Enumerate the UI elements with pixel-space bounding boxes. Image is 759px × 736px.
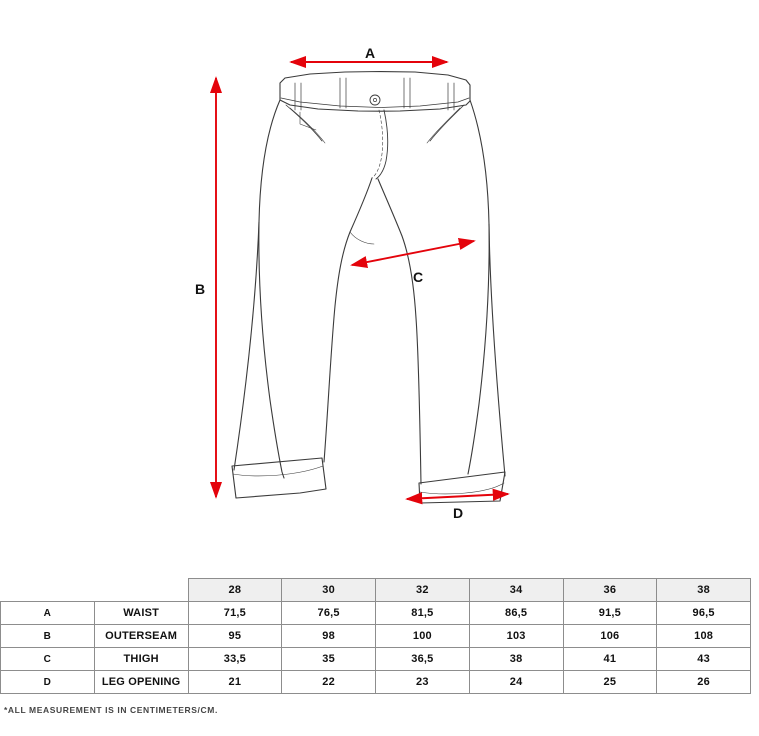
leg-opening-32: 23 — [376, 671, 470, 694]
measurement-unit-footnote: *ALL MEASUREMENT IS IN CENTIMETERS/CM. — [4, 705, 218, 715]
table-row — [1, 625, 751, 648]
size-header-28: 28 — [188, 579, 282, 602]
thigh-38: 43 — [657, 648, 751, 671]
outseam-28: 95 — [188, 625, 282, 648]
leg-opening-38: 26 — [657, 671, 751, 694]
measurement-letter-a: A — [364, 45, 376, 61]
waist-38: 96,5 — [657, 602, 751, 625]
waist-36: 91,5 — [563, 602, 657, 625]
measurement-letters — [195, 45, 463, 521]
size-table-container — [0, 578, 759, 694]
row-key-b: B — [1, 625, 95, 648]
waist-32: 81,5 — [376, 602, 470, 625]
table-row — [1, 648, 751, 671]
table-header-row — [1, 579, 751, 602]
table-row — [1, 602, 751, 625]
waist-30: 76,5 — [282, 602, 376, 625]
row-label-waist: WAIST — [94, 602, 188, 625]
thigh-36: 41 — [563, 648, 657, 671]
thigh-30: 35 — [282, 648, 376, 671]
header-blank-key — [1, 579, 95, 602]
thigh-32: 36,5 — [376, 648, 470, 671]
row-key-c: C — [1, 648, 95, 671]
leg-opening-30: 22 — [282, 671, 376, 694]
pants-outline — [232, 72, 505, 504]
thigh-34: 38 — [469, 648, 563, 671]
arrow-d — [407, 494, 508, 499]
outseam-38: 108 — [657, 625, 751, 648]
measurement-letter-d: D — [452, 505, 464, 521]
row-key-a: A — [1, 602, 95, 625]
waist-34: 86,5 — [469, 602, 563, 625]
arrow-c — [352, 241, 474, 265]
thigh-28: 33,5 — [188, 648, 282, 671]
row-label-leg-opening: LEG OPENING — [94, 671, 188, 694]
measurement-letter-b: B — [194, 281, 206, 297]
size-header-38: 38 — [657, 579, 751, 602]
row-label-outseam: OUTERSEAM — [94, 625, 188, 648]
outseam-30: 98 — [282, 625, 376, 648]
leg-opening-36: 25 — [563, 671, 657, 694]
size-header-34: 34 — [469, 579, 563, 602]
header-blank-label — [94, 579, 188, 602]
size-header-36: 36 — [563, 579, 657, 602]
outseam-36: 106 — [563, 625, 657, 648]
leg-opening-34: 24 — [469, 671, 563, 694]
size-table — [0, 578, 751, 694]
row-label-thigh: THIGH — [94, 648, 188, 671]
size-header-30: 30 — [282, 579, 376, 602]
row-key-d: D — [1, 671, 95, 694]
outseam-34: 103 — [469, 625, 563, 648]
table-row — [1, 671, 751, 694]
waist-28: 71,5 — [188, 602, 282, 625]
outseam-32: 100 — [376, 625, 470, 648]
leg-opening-28: 21 — [188, 671, 282, 694]
size-header-32: 32 — [376, 579, 470, 602]
measurement-letter-c: C — [412, 269, 424, 285]
